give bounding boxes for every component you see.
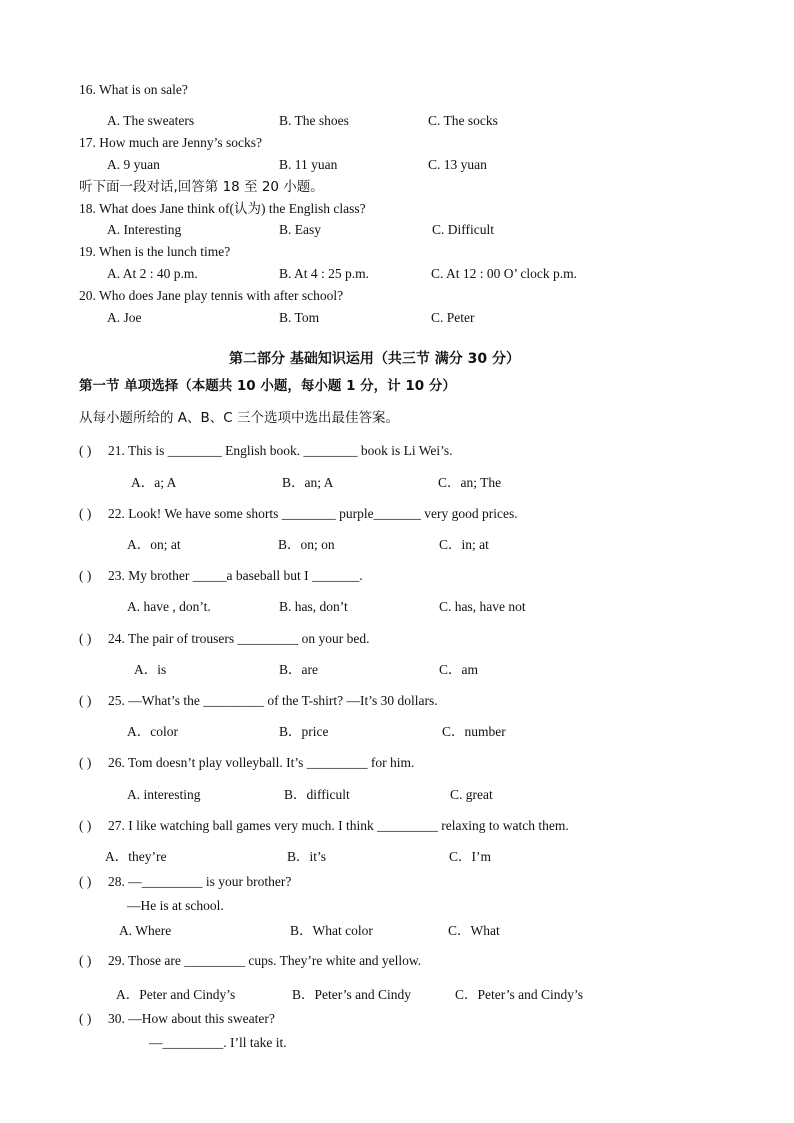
question-28: 28. —_________ is your brother? [108, 874, 292, 889]
option-29-a: A．Peter and Cindy’s [116, 987, 236, 1002]
question-28-reply: —He is at school. [127, 898, 224, 913]
answer-blank-21[interactable]: ( ) [79, 443, 92, 458]
option-20-a: A. Joe [107, 310, 142, 325]
option-26-b: B．difficult [284, 787, 350, 802]
answer-blank-26[interactable]: ( ) [79, 755, 92, 770]
question-22: 22. Look! We have some shorts ________ purple_______ very good prices. [108, 506, 518, 521]
option-25-b: B．price [279, 724, 329, 739]
section1-title [79, 378, 456, 394]
option-16-a: A. The sweaters [107, 113, 195, 128]
option-19-b: B. At 4 : 25 p.m. [279, 266, 370, 281]
answer-blank-29[interactable]: ( ) [79, 953, 92, 968]
option-28-c: C．What [448, 923, 500, 938]
option-28-a: A. Where [119, 923, 172, 938]
question-21: 21. This is ________ English book. ________ book is Li Wei’s. [108, 443, 453, 458]
option-24-c: C．am [439, 662, 478, 677]
question-25: 25. —What’s the _________ of the T-shirt? —It’s 30 dollars. [108, 693, 438, 708]
question-27: 27. I like watching ball games very much. I think _________ relaxing to watch them. [108, 818, 569, 833]
option-25-c: C．number [442, 724, 506, 739]
question-16: 16. What is on sale? [79, 82, 188, 97]
option-28-b: B．What color [290, 923, 373, 938]
option-16-c: C. The socks [428, 113, 498, 128]
answer-blank-27[interactable]: ( ) [79, 818, 92, 833]
option-18-a: A. Interesting [107, 222, 182, 237]
question-20: 20. Who does Jane play tennis with after school? [79, 288, 344, 303]
option-27-a: A．they’re [105, 849, 167, 864]
section1-heading: 第一节 单项选择（本题共 10 小题，每小题 1 分，计 10 分） [79, 378, 456, 394]
question-26: 26. Tom doesn’t play volleyball. It’s _________ for him. [108, 755, 415, 770]
option-20-c: C. Peter [431, 310, 475, 325]
option-25-a: A．color [127, 724, 178, 739]
option-17-a: A. 9 yuan [107, 157, 160, 172]
option-22-a: A．on; at [127, 537, 181, 552]
listening-instruction: 听下面一段对话,回答第 18 至 20 小题。 [79, 179, 324, 195]
question-18: 18. What does Jane think of(认为) the English class? [79, 201, 366, 216]
option-22-b: B．on; on [278, 537, 335, 552]
question-24: 24. The pair of trousers _________ on your bed. [108, 631, 370, 646]
option-26-a: A. interesting [127, 787, 201, 802]
option-24-a: A．is [134, 662, 167, 677]
option-17-b: B. 11 yuan [279, 157, 338, 172]
question-23: 23. My brother _____a baseball but I _______. [108, 568, 363, 583]
question-19: 19. When is the lunch time? [79, 244, 231, 259]
question-17: 17. How much are Jenny’s socks? [79, 135, 262, 150]
option-24-b: B．are [279, 662, 318, 677]
question-30: 30. —How about this sweater? [108, 1011, 275, 1026]
option-21-b: B．an; A [282, 475, 334, 490]
option-19-a: A. At 2 : 40 p.m. [107, 266, 198, 281]
option-23-b: B. has, don’t [279, 599, 348, 614]
option-20-b: B. Tom [279, 310, 320, 325]
answer-blank-22[interactable]: ( ) [79, 506, 92, 521]
answer-blank-23[interactable]: ( ) [79, 568, 92, 583]
answer-blank-30[interactable]: ( ) [79, 1011, 92, 1026]
option-23-a: A. have , don’t. [127, 599, 211, 614]
option-27-b: B．it’s [287, 849, 327, 864]
answer-blank-24[interactable]: ( ) [79, 631, 92, 646]
question-30-reply: —_________. I’ll take it. [149, 1035, 287, 1050]
option-26-c: C. great [450, 787, 493, 802]
option-19-c: C. At 12 : 00 O’ clock p.m. [431, 266, 577, 281]
option-16-b: B. The shoes [279, 113, 349, 128]
part2-title: 第二部分 基础知识运用（共三节 满分 30 分） [229, 351, 520, 367]
option-23-c: C. has, have not [439, 599, 526, 614]
option-27-c: C．I’m [449, 849, 491, 864]
option-18-c: C. Difficult [432, 222, 494, 237]
option-21-a: A．a; A [131, 475, 177, 490]
answer-blank-28[interactable]: ( ) [79, 874, 92, 889]
option-22-c: C．in; at [439, 537, 489, 552]
option-21-c: C．an; The [438, 475, 502, 490]
option-17-c: C. 13 yuan [428, 157, 487, 172]
question-29: 29. Those are _________ cups. They’re white and yellow. [108, 953, 422, 968]
option-18-b: B. Easy [279, 222, 321, 237]
option-29-b: B．Peter’s and Cindy [292, 987, 411, 1002]
option-29-c: C．Peter’s and Cindy’s [455, 987, 583, 1002]
section1-instruction: 从每小题所给的 A、B、C 三个选项中选出最佳答案。 [79, 410, 400, 426]
answer-blank-25[interactable]: ( ) [79, 693, 92, 708]
